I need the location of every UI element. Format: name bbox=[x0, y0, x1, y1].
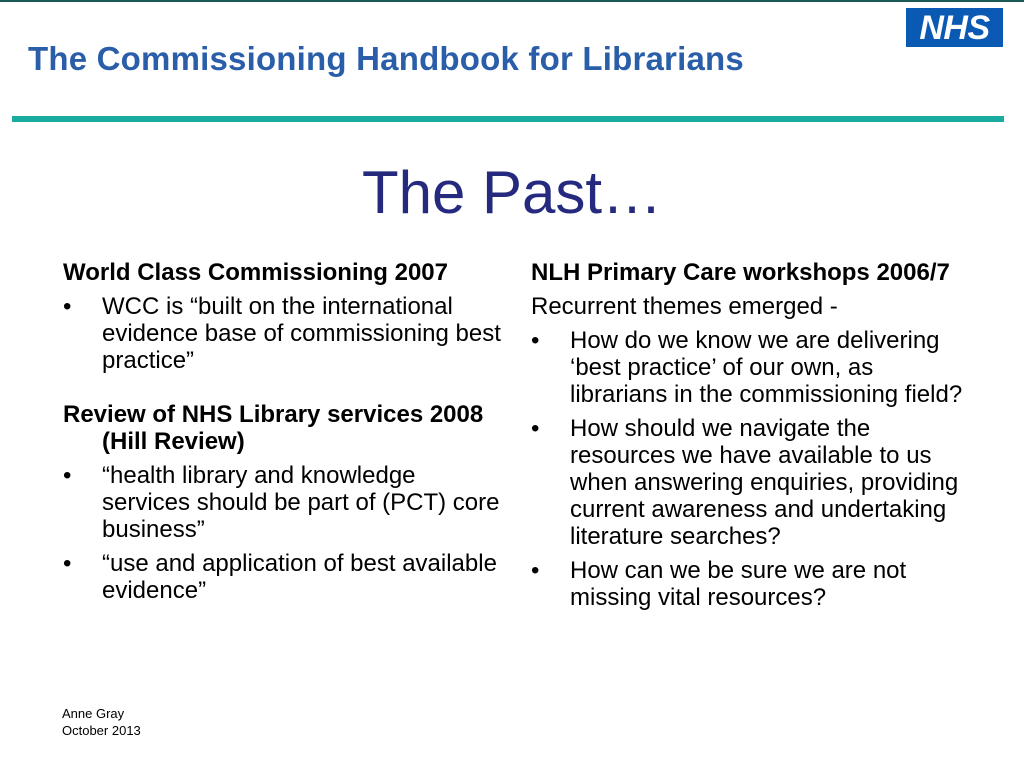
left-column bbox=[63, 259, 503, 604]
header-divider bbox=[12, 116, 1004, 122]
footer-author: Anne Gray bbox=[62, 706, 125, 721]
footer-date: October 2013 bbox=[62, 723, 141, 738]
list-item bbox=[63, 293, 503, 374]
list-item-text: How can we be sure we are not missing vital resources? bbox=[570, 557, 907, 611]
wcc-bullet-list bbox=[63, 293, 503, 374]
nhs-logo bbox=[906, 8, 1003, 47]
bullet-icon: • bbox=[531, 327, 540, 354]
section-heading-nlh-workshops: NLH Primary Care workshops 2006/7 bbox=[531, 259, 950, 286]
nhs-logo-text: NHS bbox=[919, 8, 990, 47]
list-item bbox=[531, 557, 976, 611]
bullet-icon: • bbox=[531, 415, 540, 442]
footer bbox=[62, 705, 141, 739]
list-item bbox=[63, 462, 503, 543]
list-item-text: “use and application of best available evidence” bbox=[102, 550, 497, 604]
slide-title: The Past… bbox=[361, 159, 663, 226]
bullet-icon: • bbox=[63, 550, 72, 577]
bullet-icon: • bbox=[63, 293, 72, 320]
bullet-icon: • bbox=[63, 462, 72, 489]
themes-bullet-list bbox=[531, 327, 976, 611]
list-item bbox=[531, 415, 976, 550]
list-item-text: WCC is “built on the international evidence base of commissioning best practice” bbox=[102, 293, 501, 374]
list-item-text: How do we know we are delivering ‘best practice’ of our own, as librarians in the commissioning field? bbox=[570, 327, 963, 408]
header-title: The Commissioning Handbook for Librarians bbox=[28, 40, 744, 77]
list-item-text: “health library and knowledge services should be part of (PCT) core business” bbox=[102, 462, 500, 543]
section-heading-wcc: World Class Commissioning 2007 bbox=[63, 259, 448, 286]
bullet-icon: • bbox=[531, 557, 540, 584]
right-column bbox=[531, 259, 976, 611]
hill-review-bullet-list bbox=[63, 462, 503, 604]
list-item bbox=[63, 550, 503, 604]
section-intro: Recurrent themes emerged - bbox=[531, 293, 838, 320]
top-border-line bbox=[0, 0, 1024, 2]
list-item-text: How should we navigate the resources we have available to us when answering enquiries, providing current awareness and undertaking literature searches? bbox=[570, 415, 959, 550]
list-item bbox=[531, 327, 976, 408]
section-heading-hill-review: Review of NHS Library services 2008 (Hill Review) bbox=[63, 401, 484, 455]
